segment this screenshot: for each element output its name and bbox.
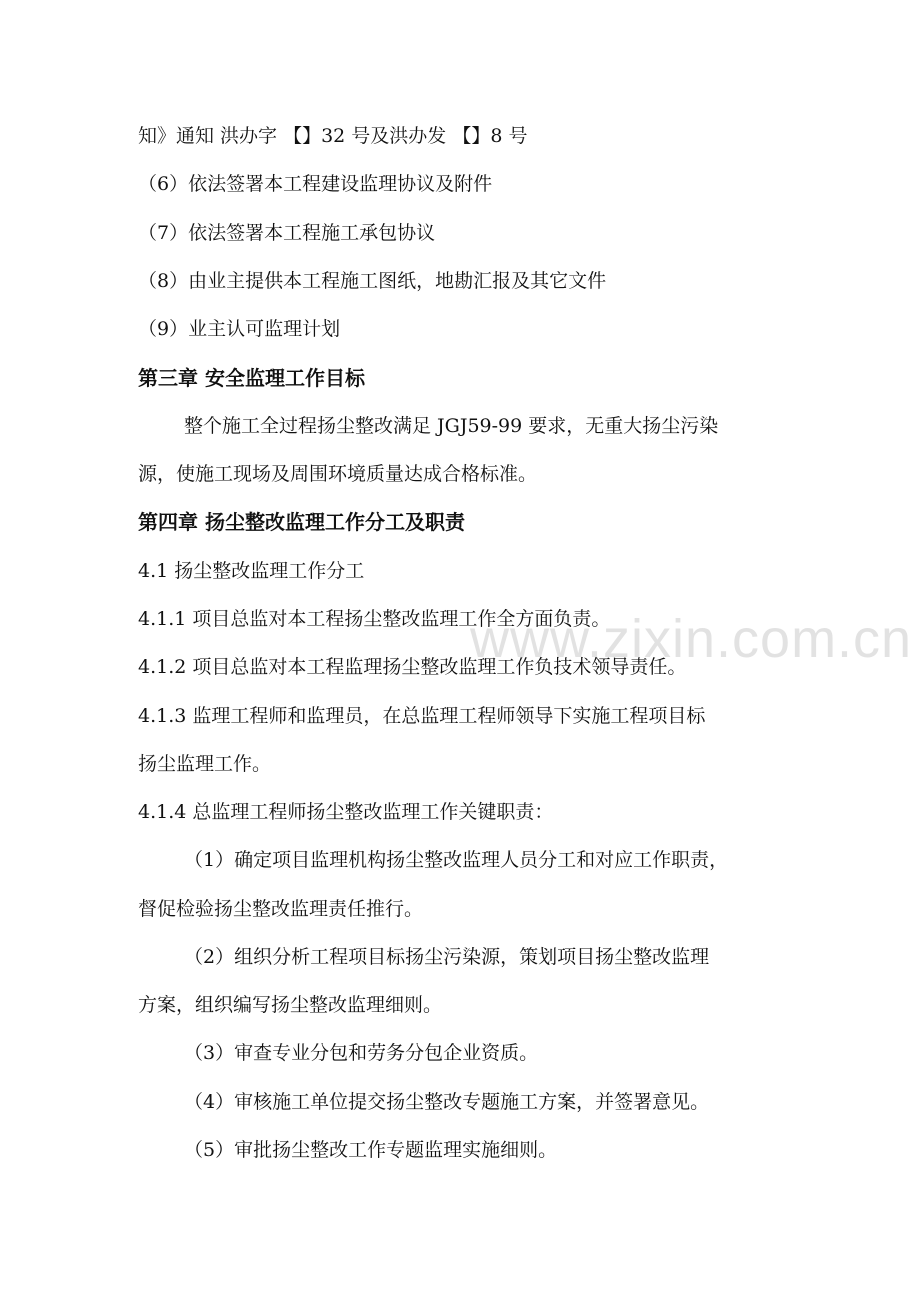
list-item: （2）组织分析工程项目标扬尘污染源，策划项目扬尘整改监理 [184,946,710,968]
paragraph-line: 整个施工全过程扬尘整改满足 JGJ59-99 要求，无重大扬尘污染 [184,415,719,437]
paragraph-line: 4.1.1 项目总监对本工程扬尘整改监理工作全方面负责。 [138,608,611,630]
text-line: 知》通知 洪办字 【】32 号及洪办发 【】8 号 [138,125,528,147]
paragraph-line: 4.1.2 项目总监对本工程监理扬尘整改监理工作负技术领导责任。 [138,656,687,678]
list-item: （6）依法签署本工程建设监理协议及附件 [138,173,493,195]
paragraph-line: 源，使施工现场及周围环境质量达成合格标准。 [138,463,538,485]
section-heading: 4.1 扬尘整改监理工作分工 [138,560,365,582]
list-item: （5）审批扬尘整改工作专题监理实施细则。 [184,1139,558,1161]
chapter-heading: 第四章 扬尘整改监理工作分工及职责 [138,510,465,534]
list-item: （4）审核施工单位提交扬尘整改专题施工方案，并签署意见。 [184,1091,710,1113]
list-item: （7）依法签署本工程施工承包协议 [138,222,436,244]
paragraph-line: 4.1.4 总监理工程师扬尘整改监理工作关键职责： [138,801,554,823]
paragraph-line: 4.1.3 监理工程师和监理员，在总监理工程师领导下实施工程项目标 [138,705,706,727]
list-item: （3）审查专业分包和劳务分包企业资质。 [184,1042,539,1064]
paragraph-line: 方案，组织编写扬尘整改监理细则。 [138,994,443,1016]
paragraph-line: 扬尘监理工作。 [138,753,272,775]
list-item: （8）由业主提供本工程施工图纸，地勘汇报及其它文件 [138,270,607,292]
watermark-text: www.zixin.com.cn [470,609,913,669]
list-item: （9）业主认可监理计划 [138,318,341,340]
paragraph-line: 督促检验扬尘整改监理责任推行。 [138,898,424,920]
list-item: （1）确定项目监理机构扬尘整改监理人员分工和对应工作职责， [184,849,729,871]
chapter-heading: 第三章 安全监理工作目标 [138,366,365,390]
